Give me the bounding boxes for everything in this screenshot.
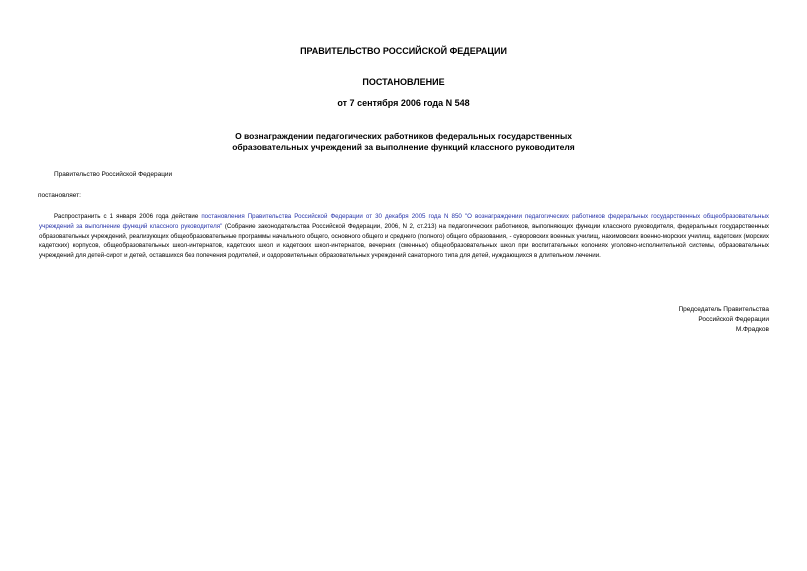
document-type: ПОСТАНОВЛЕНИЕ — [362, 77, 445, 87]
government-reference: Правительство Российской Федерации — [54, 171, 173, 178]
document-date-number: от 7 сентября 2006 года N 548 — [337, 98, 470, 108]
paragraph-rest: (Собрание законодательства Российской Федерации, 2006, N 2, ст.213) на педагогических работников, выполняющих функции классного руководителя, федеральных государственных образовательных учреждений, реализующих общеобразовательные программы начального общего, основного общего и среднего (полного) общего образования, - суворовских военных училищ, нахимовских военно-морских училищ, кадетских (морских кадетских) корпусов, общеобразовательных школ-интернатов, кадетских школ и кадетских школ-интернатов, вечерних (сменных) общеобразовательных школ при воспитательных колониях уголовно-исполнительной системы, образовательных учреждений для детей-сирот и детей, оставшихся без попечения родителей, и оздоровительных образовательных учреждений санаторного типа для детей, нуждающихся в длительном лечении. — [39, 222, 769, 260]
title-line-1: О вознаграждении педагогических работников федеральных государственных — [235, 131, 572, 141]
main-paragraph — [39, 212, 769, 261]
resolution-850-link[interactable]: постановления Правительства Российской Федерации от 30 декабря 2005 года N 850 "О вознаграждении педагогических работников федеральных государственных общеобразовательных учреждений за выполнение функций классного руководителя" — [39, 213, 769, 230]
signature-organization: Российской Федерации — [698, 316, 769, 324]
document-title — [0, 131, 807, 153]
government-heading: ПРАВИТЕЛЬСТВО РОССИЙСКОЙ ФЕДЕРАЦИИ — [300, 46, 507, 56]
resolves-text: постановляет: — [38, 192, 81, 199]
signature-block — [678, 305, 769, 336]
signature-name: М.Фрадков — [735, 326, 769, 334]
signature-position: Председатель Правительства — [678, 306, 769, 313]
title-line-2: образовательных учреждений за выполнение функций классного руководителя — [232, 142, 575, 152]
paragraph-lead: Распространить с 1 января 2006 года действие — [54, 213, 202, 220]
